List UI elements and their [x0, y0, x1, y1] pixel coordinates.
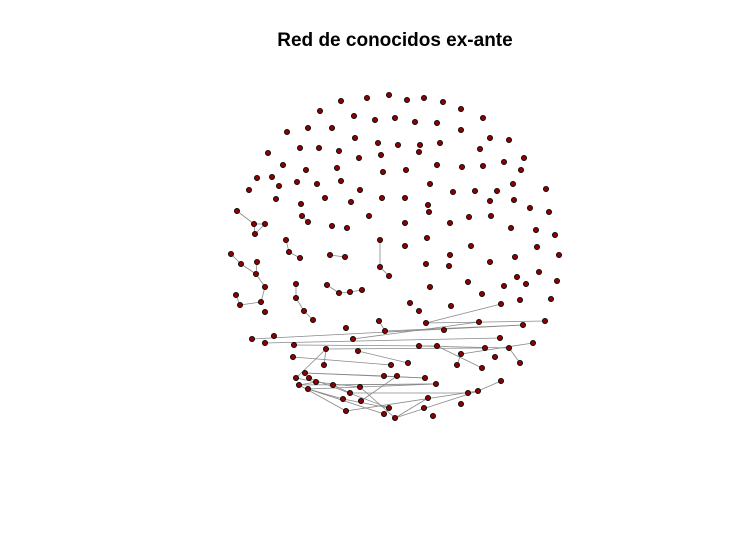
node	[395, 142, 400, 147]
edges-layer	[231, 211, 545, 418]
node	[494, 188, 499, 193]
node	[262, 340, 267, 345]
node	[358, 398, 363, 403]
node	[465, 279, 470, 284]
node	[548, 296, 553, 301]
node	[297, 255, 302, 260]
node	[454, 362, 459, 367]
node	[359, 287, 364, 292]
node	[530, 340, 535, 345]
node	[421, 405, 426, 410]
node	[430, 413, 435, 418]
node	[517, 360, 522, 365]
node	[237, 302, 242, 307]
node	[377, 237, 382, 242]
edge	[361, 376, 397, 401]
node	[251, 221, 256, 226]
node	[271, 333, 276, 338]
node	[403, 167, 408, 172]
node	[441, 327, 446, 332]
edge	[305, 373, 425, 378]
node	[511, 197, 516, 202]
node	[427, 284, 432, 289]
node	[283, 237, 288, 242]
node	[316, 145, 321, 150]
edge	[426, 304, 501, 323]
node	[357, 187, 362, 192]
node	[372, 117, 377, 122]
node	[498, 378, 503, 383]
node	[402, 195, 407, 200]
node	[262, 221, 267, 226]
node	[476, 319, 481, 324]
node	[336, 290, 341, 295]
edge	[360, 387, 395, 418]
node	[472, 188, 477, 193]
node	[487, 198, 492, 203]
edge	[353, 322, 479, 339]
node	[336, 148, 341, 153]
edge	[265, 338, 500, 343]
node	[434, 162, 439, 167]
node	[342, 254, 347, 259]
edge	[426, 321, 545, 323]
node	[416, 308, 421, 313]
node	[536, 269, 541, 274]
node	[338, 178, 343, 183]
edge	[358, 351, 408, 363]
node	[355, 348, 360, 353]
node	[329, 125, 334, 130]
node	[330, 382, 335, 387]
edge	[419, 346, 509, 348]
node	[422, 375, 427, 380]
node	[501, 159, 506, 164]
node	[402, 243, 407, 248]
node	[310, 317, 315, 322]
node	[293, 281, 298, 286]
node	[347, 289, 352, 294]
node	[305, 219, 310, 224]
node	[479, 365, 484, 370]
node	[392, 115, 397, 120]
node	[254, 175, 259, 180]
edge	[240, 302, 261, 305]
node	[298, 201, 303, 206]
node	[238, 261, 243, 266]
node	[327, 252, 332, 257]
node	[546, 209, 551, 214]
edge	[293, 357, 391, 365]
edge	[478, 381, 501, 391]
node	[407, 300, 412, 305]
node	[323, 346, 328, 351]
node	[299, 213, 304, 218]
node	[305, 125, 310, 130]
node	[402, 220, 407, 225]
node	[301, 308, 306, 313]
node	[351, 113, 356, 118]
node	[447, 252, 452, 257]
node	[303, 167, 308, 172]
edge	[395, 391, 478, 418]
node	[329, 223, 334, 228]
node	[262, 284, 267, 289]
node	[506, 137, 511, 142]
node	[265, 150, 270, 155]
node	[450, 189, 455, 194]
node	[386, 405, 391, 410]
node	[518, 167, 523, 172]
node	[350, 336, 355, 341]
node	[294, 179, 299, 184]
node	[284, 129, 289, 134]
node	[487, 259, 492, 264]
node	[517, 297, 522, 302]
node	[425, 395, 430, 400]
node	[381, 373, 386, 378]
node	[488, 213, 493, 218]
node	[465, 390, 470, 395]
node	[521, 155, 526, 160]
node	[324, 282, 329, 287]
node	[233, 292, 238, 297]
node	[253, 271, 258, 276]
node	[322, 195, 327, 200]
node	[254, 259, 259, 264]
node	[276, 183, 281, 188]
node	[459, 164, 464, 169]
node	[262, 309, 267, 314]
node	[475, 388, 480, 393]
node	[480, 115, 485, 120]
node	[458, 127, 463, 132]
node	[458, 106, 463, 111]
graph-title: Red de conocidos ex-ante	[277, 30, 513, 51]
node	[252, 231, 257, 236]
node	[424, 235, 429, 240]
node	[291, 342, 296, 347]
node	[416, 149, 421, 154]
node	[434, 120, 439, 125]
node	[492, 354, 497, 359]
node	[506, 345, 511, 350]
node	[477, 146, 482, 151]
node	[480, 163, 485, 168]
node	[466, 214, 471, 219]
node	[405, 360, 410, 365]
node	[302, 370, 307, 375]
node	[280, 162, 285, 167]
node	[340, 396, 345, 401]
node	[234, 208, 239, 213]
node	[447, 220, 452, 225]
node	[314, 181, 319, 186]
node	[317, 108, 322, 113]
node	[381, 411, 386, 416]
node	[394, 373, 399, 378]
node	[273, 196, 278, 201]
edge	[296, 378, 316, 382]
node	[305, 386, 310, 391]
node	[417, 142, 422, 147]
node	[487, 135, 492, 140]
node	[433, 381, 438, 386]
node	[293, 375, 298, 380]
node	[392, 415, 397, 420]
node	[440, 99, 445, 104]
node	[523, 281, 528, 286]
edge	[326, 348, 485, 349]
node	[508, 225, 513, 230]
node	[343, 408, 348, 413]
node	[306, 375, 311, 380]
node	[498, 301, 503, 306]
node	[297, 145, 302, 150]
node	[356, 155, 361, 160]
node	[458, 351, 463, 356]
node	[426, 209, 431, 214]
node	[386, 92, 391, 97]
node	[421, 95, 426, 100]
node	[286, 249, 291, 254]
node	[556, 252, 561, 257]
node	[412, 119, 417, 124]
node	[501, 283, 506, 288]
node	[377, 264, 382, 269]
node	[378, 152, 383, 157]
node	[404, 97, 409, 102]
node	[334, 165, 339, 170]
node	[296, 382, 301, 387]
node	[357, 384, 362, 389]
edge	[461, 343, 533, 354]
node	[437, 140, 442, 145]
node	[388, 362, 393, 367]
node	[427, 181, 432, 186]
node	[344, 225, 349, 230]
node	[497, 335, 502, 340]
node	[423, 261, 428, 266]
node	[543, 186, 548, 191]
node	[379, 195, 384, 200]
node	[269, 174, 274, 179]
node	[533, 227, 538, 232]
node	[416, 343, 421, 348]
edge	[294, 345, 437, 346]
node	[352, 135, 357, 140]
node	[446, 263, 451, 268]
node	[512, 254, 517, 259]
node	[380, 169, 385, 174]
node	[542, 318, 547, 323]
node	[246, 187, 251, 192]
node	[313, 379, 318, 384]
node	[376, 318, 381, 323]
node	[423, 320, 428, 325]
node	[386, 273, 391, 278]
node	[382, 328, 387, 333]
node	[347, 390, 352, 395]
node	[510, 181, 515, 186]
node	[458, 401, 463, 406]
node	[249, 336, 254, 341]
node	[552, 232, 557, 237]
node	[343, 325, 348, 330]
node	[366, 213, 371, 218]
node	[321, 362, 326, 367]
node	[364, 95, 369, 100]
nodes-layer	[228, 92, 561, 420]
node	[375, 140, 380, 145]
node	[520, 322, 525, 327]
node	[482, 345, 487, 350]
node	[425, 202, 430, 207]
node	[338, 98, 343, 103]
node	[554, 278, 559, 283]
node	[534, 244, 539, 249]
node	[293, 295, 298, 300]
node	[527, 205, 532, 210]
node	[514, 274, 519, 279]
node	[434, 343, 439, 348]
node	[479, 291, 484, 296]
node	[290, 354, 295, 359]
node	[258, 299, 263, 304]
node	[468, 243, 473, 248]
edge	[237, 211, 254, 224]
node	[228, 251, 233, 256]
node	[448, 303, 453, 308]
node	[348, 199, 353, 204]
